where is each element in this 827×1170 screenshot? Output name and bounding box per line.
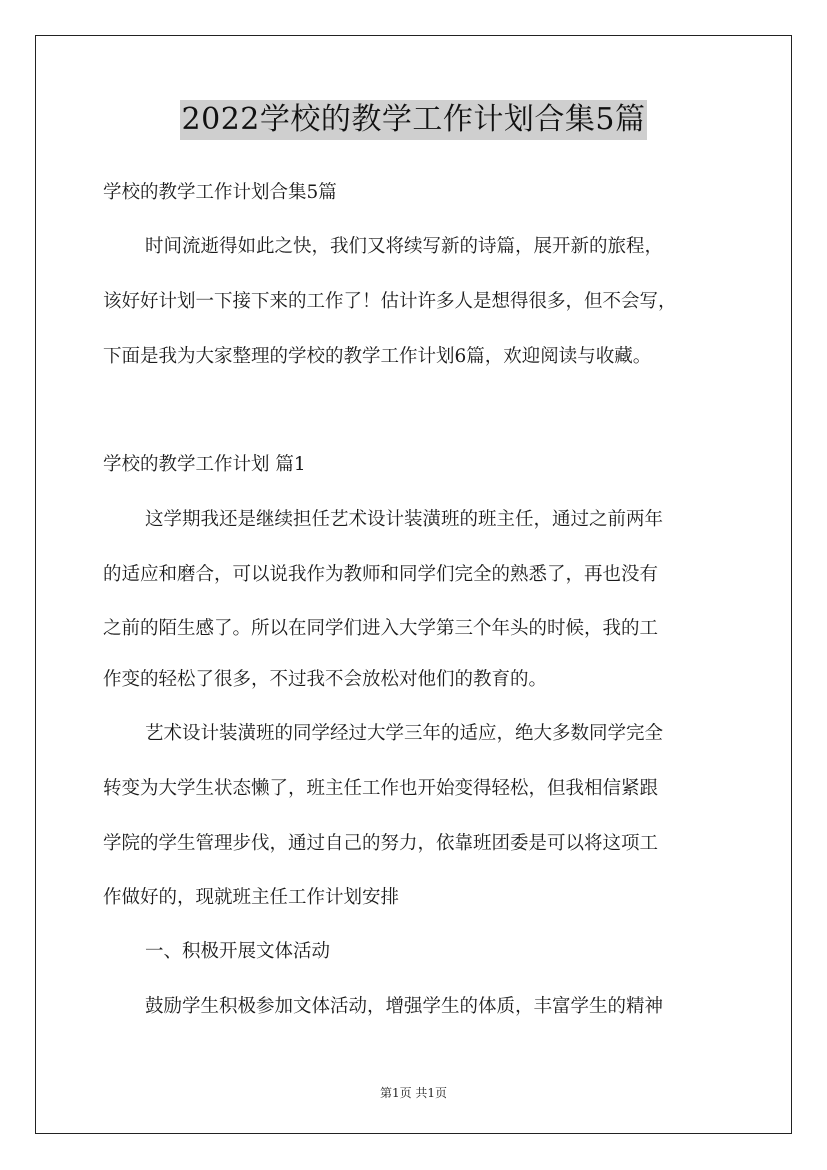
para1-line-1: 这学期我还是继续担任艺术设计装潢班的班主任，通过之前两年 [145, 509, 664, 530]
para2-line-3: 学院的学生管理步伐，通过自己的努力，依靠班团委是可以将这项工 [103, 833, 659, 854]
para1-line-3: 之前的陌生感了。所以在同学们进入大学第三个年头的时候，我的工 [103, 618, 659, 639]
title-container [0, 100, 827, 140]
para2-line-2: 转变为大学生状态懒了，班主任工作也开始变得轻松，但我相信紧跟 [103, 778, 659, 799]
para2-line-4: 作做好的，现就班主任工作计划安排 [103, 887, 400, 908]
para1-line-4: 作变的轻松了很多，不过我不会放松对他们的教育的。 [103, 669, 548, 690]
para3-line-1: 鼓励学生积极参加文体活动，增强学生的体质，丰富学生的精神 [145, 996, 664, 1017]
subtitle: 学校的教学工作计划合集5篇 [103, 182, 337, 203]
intro-line-3: 下面是我为大家整理的学校的教学工作计划6篇，欢迎阅读与收藏。 [103, 346, 652, 367]
para1-line-2: 的适应和磨合，可以说我作为教师和同学们完全的熟悉了，再也没有 [103, 564, 659, 585]
para2-line-1: 艺术设计装潢班的同学经过大学三年的适应，绝大多数同学完全 [145, 723, 664, 744]
section-heading: 学校的教学工作计划 篇1 [103, 454, 306, 475]
intro-line-2: 该好好计划一下接下来的工作了！估计许多人是想得很多，但不会写， [103, 291, 677, 312]
item-heading: 一、积极开展文体活动 [145, 941, 331, 962]
page-footer: 第1页 共1页 [379, 1086, 448, 1100]
intro-line-1: 时间流逝得如此之快，我们又将续写新的诗篇，展开新的旅程， [145, 236, 664, 257]
document-title: 2022学校的教学工作计划合集5篇 [180, 100, 648, 140]
